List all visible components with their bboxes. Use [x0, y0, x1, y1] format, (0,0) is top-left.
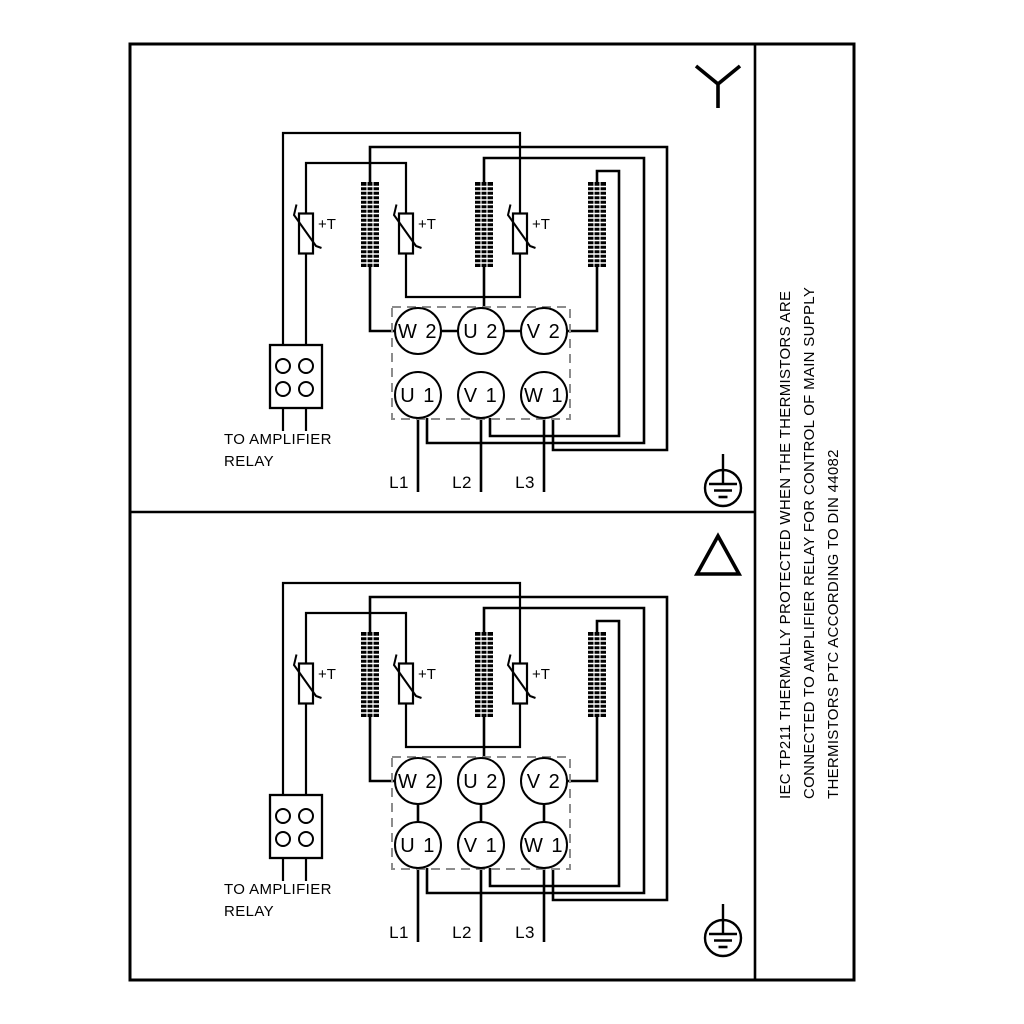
terminal-label-v1: V 1: [463, 835, 499, 857]
terminal-label-v2: V 2: [526, 321, 562, 343]
supply-label-l3: L3: [515, 473, 535, 492]
terminal-label-v2: V 2: [526, 771, 562, 793]
terminal-label-w2: W 2: [397, 771, 439, 793]
wye-star-connection-icon: [696, 66, 740, 108]
terminal-label-u1: U 1: [400, 385, 436, 407]
panel-star: [224, 66, 741, 506]
thermistor-label-3: +T: [532, 216, 550, 233]
supply-label-l2: L2: [452, 473, 472, 492]
terminal-label-w2: W 2: [397, 321, 439, 343]
side-note-line2: CONNECTED TO AMPLIFIER RELAY FOR CONTROL OF MAIN SUPPLY: [801, 286, 818, 799]
relay-note-line1: TO AMPLIFIER: [224, 431, 332, 448]
relay-note-line2: RELAY: [224, 453, 275, 470]
terminal-label-u2: U 2: [463, 321, 499, 343]
delta-bridge-links: [418, 804, 544, 822]
supply-label-l2: L2: [452, 923, 472, 942]
side-note: [777, 287, 842, 799]
side-note-line1: IEC TP211 THERMALLY PROTECTED WHEN THE THERMISTORS ARE: [777, 290, 794, 799]
relay-note-line2: RELAY: [224, 903, 275, 920]
terminal-label-v1: V 1: [463, 385, 499, 407]
thermistor-label-2: +T: [418, 666, 436, 683]
side-note-line3: THERMISTORS PTC ACCORDING TO DIN 44082: [825, 449, 842, 799]
relay-note-line1: TO AMPLIFIER: [224, 881, 332, 898]
supply-label-l1: L1: [389, 473, 409, 492]
panel-delta: [224, 536, 741, 956]
supply-label-l3: L3: [515, 923, 535, 942]
supply-label-l1: L1: [389, 923, 409, 942]
thermistor-label-2: +T: [418, 216, 436, 233]
terminal-label-w1: W 1: [523, 385, 565, 407]
thermistor-label-1: +T: [318, 216, 336, 233]
terminal-label-w1: W 1: [523, 835, 565, 857]
thermistor-label-1: +T: [318, 666, 336, 683]
terminal-label-u1: U 1: [400, 835, 436, 857]
delta-connection-icon: [697, 536, 739, 574]
thermistor-label-3: +T: [532, 666, 550, 683]
terminal-label-u2: U 2: [463, 771, 499, 793]
